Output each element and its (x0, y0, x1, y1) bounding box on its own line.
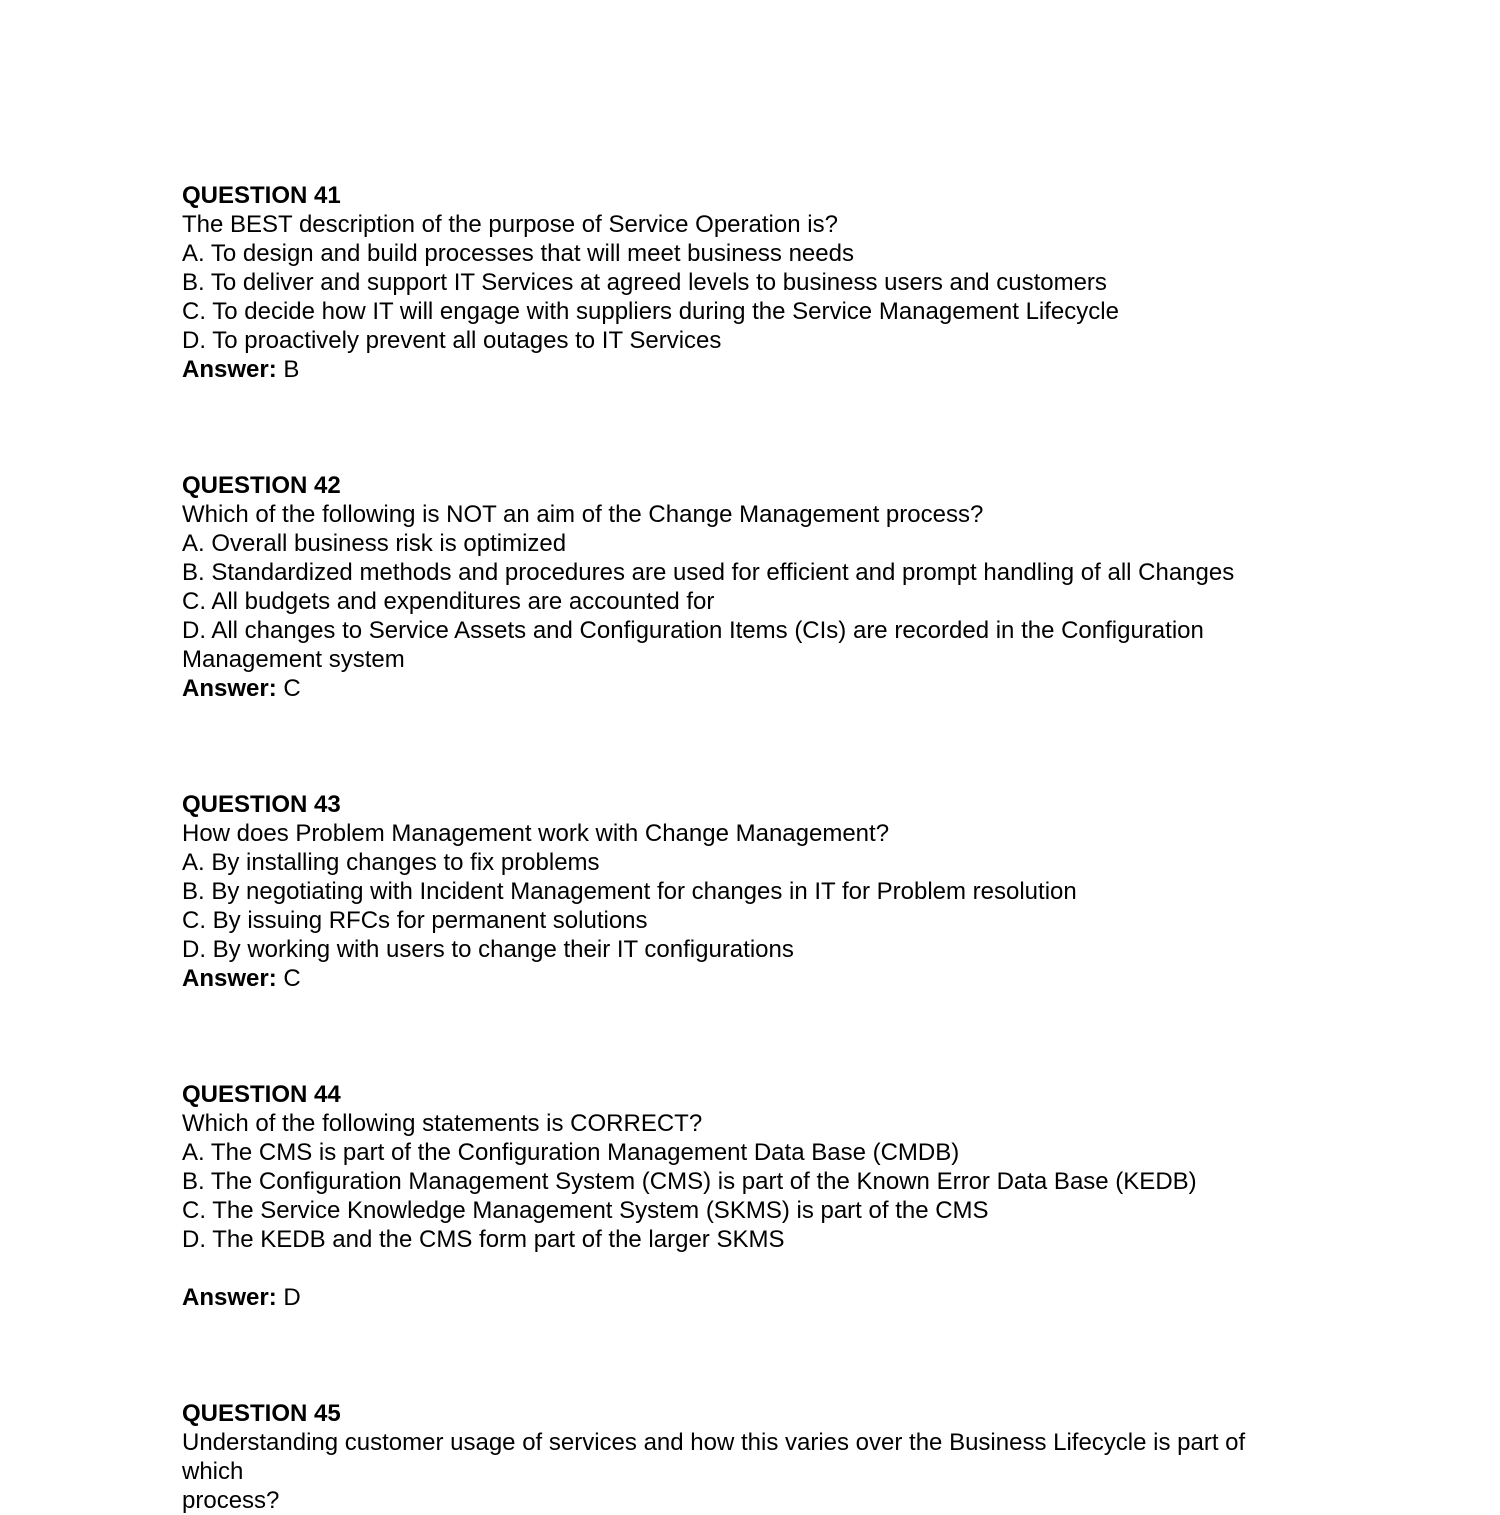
question-heading: QUESTION 41 (182, 182, 341, 209)
answer-label: Answer: (182, 965, 277, 992)
option-c: C. The Service Knowledge Management System (SKMS) is part of the CMS (182, 1197, 989, 1224)
answer-value: C (276, 675, 301, 702)
option-a: A. The CMS is part of the Configuration Management Data Base (CMDB) (182, 1139, 960, 1166)
option-a: A. By installing changes to fix problems (182, 849, 600, 876)
question-45 (182, 1399, 1245, 1515)
option-b: B. The Configuration Management System (CMS) is part of the Known Error Data Base (KEDB) (182, 1168, 1197, 1195)
question-heading: QUESTION 42 (182, 472, 341, 499)
answer-label: Answer: (182, 675, 277, 702)
answer-value: D (276, 1284, 301, 1311)
answer-label: Answer: (182, 1284, 277, 1311)
answer (182, 355, 1119, 384)
option-c: C. All budgets and expenditures are accounted for (182, 588, 715, 615)
option-d-continued: Management system (182, 646, 405, 673)
question-text: The BEST description of the purpose of Service Operation is? (182, 211, 838, 238)
question-41 (182, 181, 1119, 384)
question-text: How does Problem Management work with Change Management? (182, 820, 890, 847)
question-text: Which of the following statements is CORRECT? (182, 1110, 703, 1137)
answer (182, 674, 1234, 703)
question-text: Understanding customer usage of services and how this varies over the Business Lifecycle is part of (182, 1429, 1246, 1456)
option-a: A. Overall business risk is optimized (182, 530, 567, 557)
question-text-continued: which (182, 1458, 244, 1485)
question-text-continued: process? (182, 1487, 280, 1514)
option-d: D. By working with users to change their IT configurations (182, 936, 794, 963)
answer (182, 964, 1077, 993)
option-d: D. All changes to Service Assets and Configuration Items (CIs) are recorded in the Configuration (182, 617, 1204, 644)
option-d: D. The KEDB and the CMS form part of the larger SKMS (182, 1226, 785, 1253)
option-c: C. To decide how IT will engage with suppliers during the Service Management Lifecycle (182, 298, 1119, 325)
question-heading: QUESTION 43 (182, 791, 341, 818)
question-text: Which of the following is NOT an aim of the Change Management process? (182, 501, 984, 528)
option-b: B. Standardized methods and procedures are used for efficient and prompt handling of all Changes (182, 559, 1235, 586)
option-a: A. To design and build processes that will meet business needs (182, 240, 854, 267)
option-b: B. To deliver and support IT Services at agreed levels to business users and customers (182, 269, 1107, 296)
question-heading: QUESTION 45 (182, 1400, 341, 1427)
question-42 (182, 471, 1234, 703)
question-heading: QUESTION 44 (182, 1081, 341, 1108)
answer-label: Answer: (182, 356, 277, 383)
answer-value: C (276, 965, 301, 992)
answer-value: B (276, 356, 300, 383)
question-44 (182, 1080, 1197, 1312)
blank-line (182, 1254, 1197, 1283)
question-43 (182, 790, 1077, 993)
option-d: D. To proactively prevent all outages to IT Services (182, 327, 722, 354)
answer (182, 1283, 1197, 1312)
option-b: B. By negotiating with Incident Management for changes in IT for Problem resolution (182, 878, 1077, 905)
option-c: C. By issuing RFCs for permanent solutions (182, 907, 648, 934)
